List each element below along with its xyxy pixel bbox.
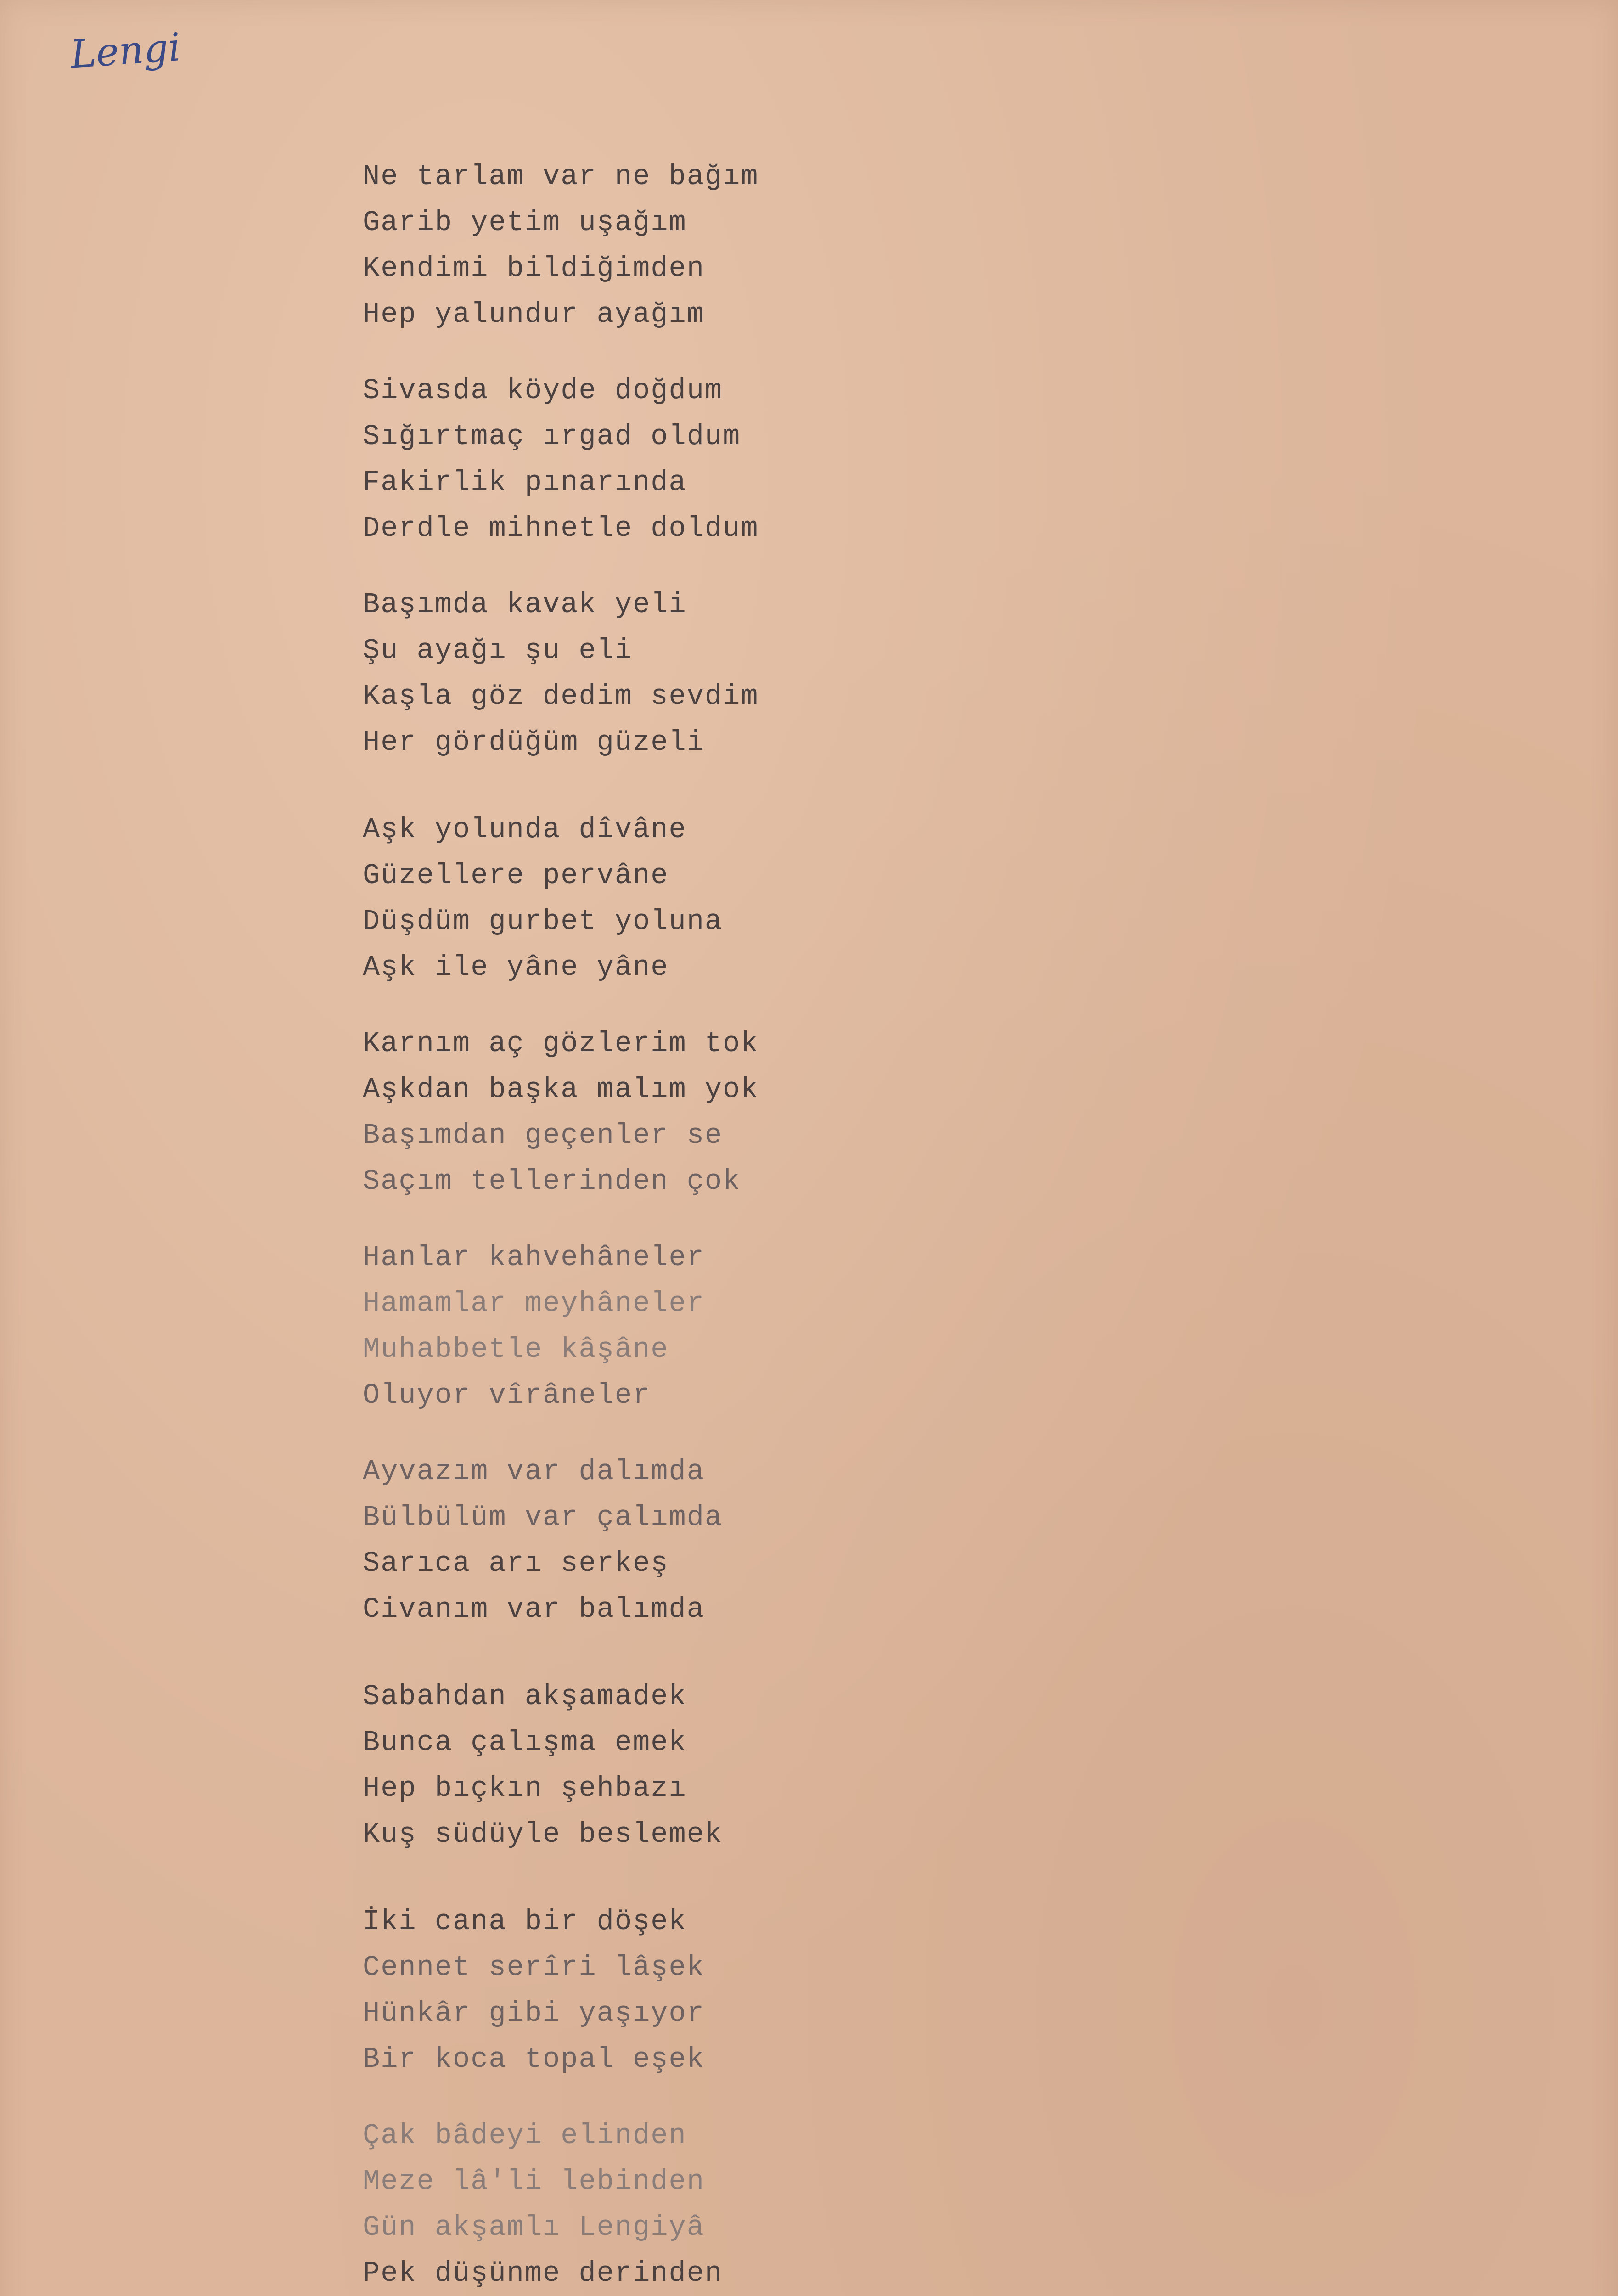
verse-line: Civanım var balımda <box>363 1593 705 1626</box>
verse-line: Karnım aç gözlerim tok <box>363 1027 759 1060</box>
verse-line: Bunca çalışma emek <box>363 1726 687 1759</box>
verse-line: Aşkdan başka malım yok <box>363 1073 759 1106</box>
stanza-5 <box>363 1021 759 1204</box>
verse-line: Oluyor vîrâneler <box>363 1379 651 1412</box>
verse-line: Sivasda köyde doğdum <box>363 374 723 407</box>
stanza-7 <box>363 1449 759 1632</box>
stanza-4 <box>363 807 759 990</box>
stanza-6 <box>363 1235 759 1418</box>
verse-line: Cennet serîri lâşek <box>363 1951 705 1984</box>
verse-line: Çak bâdeyi elinden <box>363 2119 687 2152</box>
verse-line: Hep bıçkın şehbazı <box>363 1772 687 1805</box>
verse-line: Aşk yolunda dîvâne <box>363 813 687 846</box>
verse-line: Güzellere pervâne <box>363 859 669 892</box>
verse-line: Muhabbetle kâşâne <box>363 1333 669 1366</box>
verse-line: Gün akşamlı Lengiyâ <box>363 2211 705 2244</box>
verse-line: Hünkâr gibi yaşıyor <box>363 1997 705 2030</box>
handwritten-margin-note: Lengi <box>69 24 182 77</box>
stanza-2 <box>363 368 759 551</box>
verse-line: Hep yalundur ayağım <box>363 298 705 331</box>
verse-line: Hanlar kahvehâneler <box>363 1241 705 1274</box>
stanza-8 <box>363 1674 759 1857</box>
verse-line: Sığırtmaç ırgad oldum <box>363 420 741 453</box>
stanza-3 <box>363 582 759 765</box>
verse-line: Hamamlar meyhâneler <box>363 1287 705 1320</box>
verse-line: Pek düşünme derinden <box>363 2257 723 2290</box>
verse-line: Fakirlik pınarında <box>363 466 687 499</box>
verse-line: Bülbülüm var çalımda <box>363 1501 723 1534</box>
verse-line: Saçım tellerinden çok <box>363 1165 741 1198</box>
verse-line: Şu ayağı şu eli <box>363 634 633 667</box>
verse-line: Düşdüm gurbet yoluna <box>363 905 723 938</box>
verse-line: Kaşla göz dedim sevdim <box>363 680 759 713</box>
verse-line: Sabahdan akşamadek <box>363 1680 687 1713</box>
verse-line: Başımda kavak yeli <box>363 588 687 621</box>
verse-line: Ne tarlam var ne bağım <box>363 160 759 193</box>
verse-line: Garib yetim uşağım <box>363 206 687 239</box>
verse-line: Kendimi bildiğimden <box>363 252 705 285</box>
stanza-9 <box>363 1899 759 2082</box>
verse-line: İki cana bir döşek <box>363 1905 687 1938</box>
verse-line: Ayvazım var dalımda <box>363 1455 705 1488</box>
verse-line: Kuş südüyle beslemek <box>363 1818 723 1851</box>
verse-line: Her gördüğüm güzeli <box>363 726 705 759</box>
verse-line: Sarıca arı serkeş <box>363 1547 669 1580</box>
poem-body <box>363 154 759 2296</box>
verse-line: Aşk ile yâne yâne <box>363 951 669 984</box>
stanza-10 <box>363 2113 759 2296</box>
verse-line: Bir koca topal eşek <box>363 2043 705 2076</box>
verse-line: Başımdan geçenler se <box>363 1119 723 1152</box>
verse-line: Derdle mihnetle doldum <box>363 512 759 545</box>
stanza-1 <box>363 154 759 338</box>
verse-line: Meze lâ'li lebinden <box>363 2165 705 2198</box>
